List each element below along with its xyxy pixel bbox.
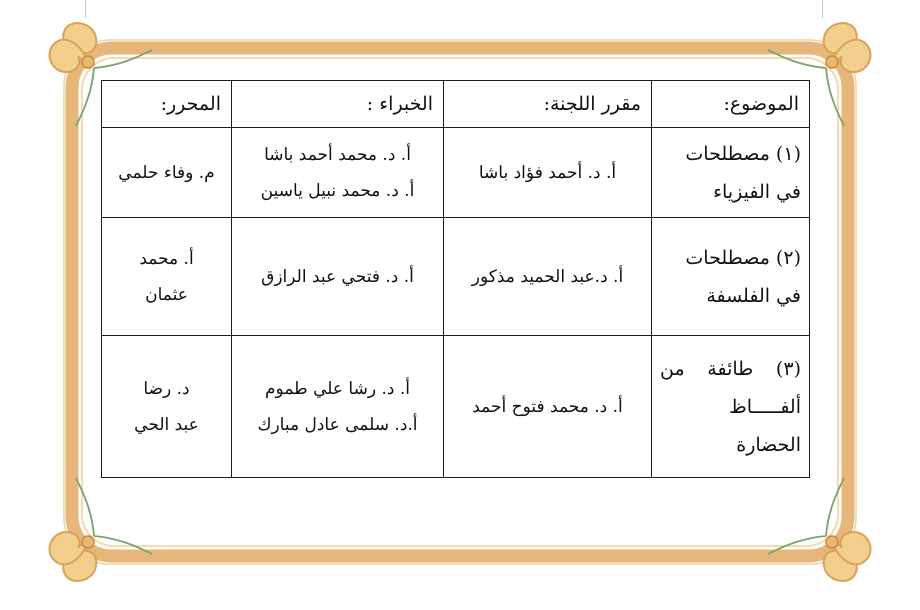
editor-name: عبد الحي	[134, 414, 199, 435]
topic-line: ألفـــــاظ	[729, 395, 801, 418]
topic-line: (٣) طائفة من	[660, 357, 801, 380]
cell-topic	[652, 218, 810, 336]
cell-editor	[102, 128, 232, 218]
rapporteur-name: أ. د.عبد الحميد مذكور	[471, 266, 624, 287]
cell-experts	[232, 336, 444, 478]
topic-line: الحضارة	[736, 433, 801, 456]
expert-name: أ. د. محمد أحمد باشا	[264, 144, 411, 165]
rapporteur-name: أ. د. محمد فتوح أحمد	[472, 396, 623, 417]
table-row	[102, 336, 810, 478]
header-topic: الموضوع:	[652, 81, 810, 128]
committee-table	[101, 80, 810, 478]
header-rapporteur: مقرر اللجنة:	[444, 81, 652, 128]
cell-rapporteur	[444, 336, 652, 478]
cell-rapporteur	[444, 218, 652, 336]
expert-name: أ. د. فتحي عبد الرازق	[261, 266, 414, 287]
editor-name: م. وفاء حلمي	[118, 162, 215, 183]
editor-name: عثمان	[145, 284, 188, 305]
topic-line: في الفلسفة	[706, 284, 801, 307]
topic-line: (٢) مصطلحات	[685, 246, 801, 269]
cell-rapporteur	[444, 128, 652, 218]
cell-experts	[232, 218, 444, 336]
cell-editor	[102, 336, 232, 478]
header-editor: المحرر:	[102, 81, 232, 128]
expert-name: أ. د. رشا علي طموم	[265, 378, 410, 399]
expert-name: أ. د. محمد نبيل ياسين	[260, 180, 415, 201]
cell-experts	[232, 128, 444, 218]
table-header-row	[102, 81, 810, 128]
topic-line: في الفيزياء	[713, 180, 801, 203]
cell-topic	[652, 336, 810, 478]
expert-name: أ.د. سلمى عادل مبارك	[257, 414, 418, 435]
editor-name: د. رضا	[143, 378, 190, 399]
cell-editor	[102, 218, 232, 336]
editor-name: أ. محمد	[139, 248, 194, 269]
table-row	[102, 218, 810, 336]
rapporteur-name: أ. د. أحمد فؤاد باشا	[478, 162, 617, 183]
table-row	[102, 128, 810, 218]
header-experts: الخبراء :	[232, 81, 444, 128]
cell-topic	[652, 128, 810, 218]
topic-line: (١) مصطلحات	[685, 142, 801, 165]
